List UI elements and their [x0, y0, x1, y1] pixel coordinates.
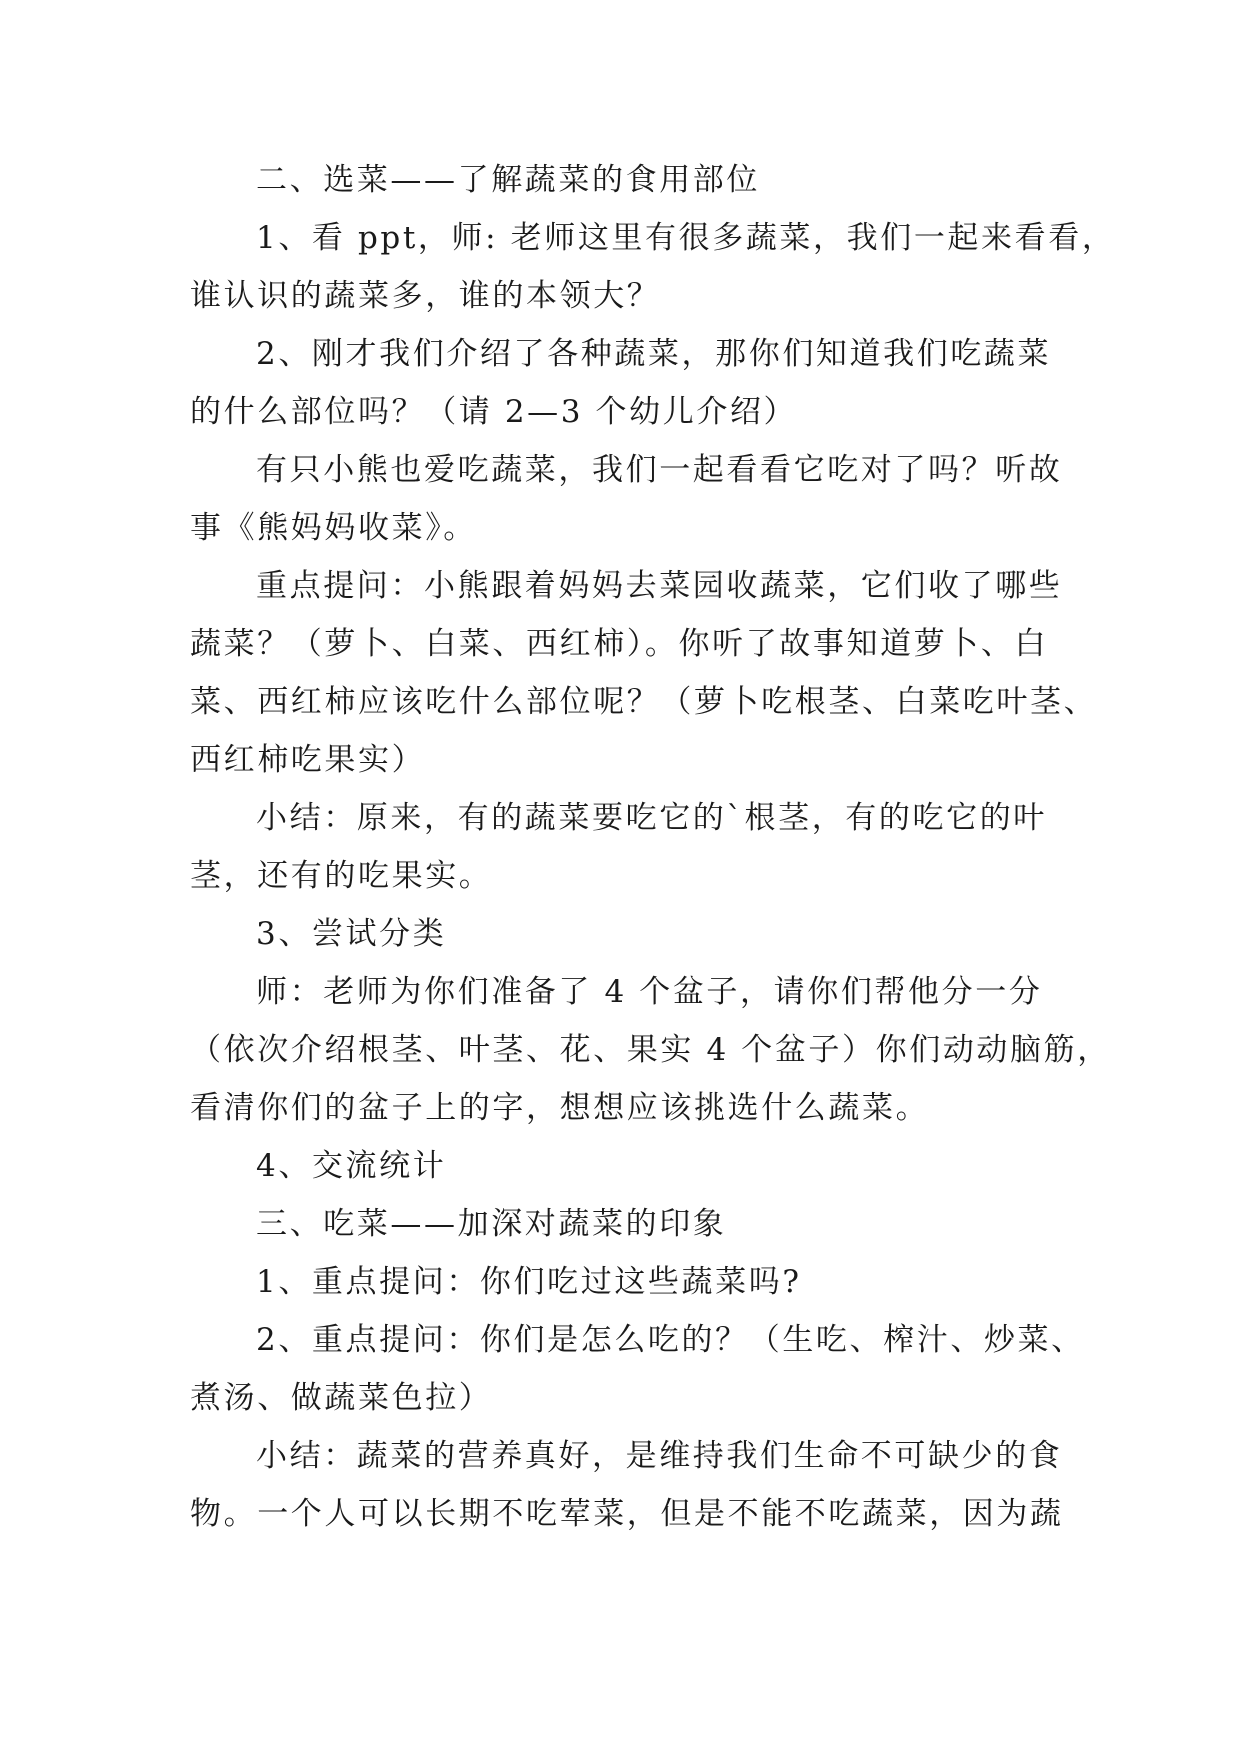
text-line: 茎，还有的吃果实。	[190, 858, 493, 894]
text-line: 谁认识的蔬菜多，谁的本领大？	[190, 278, 661, 314]
text-line: 小结：蔬菜的营养真好，是维持我们生命不可缺少的食	[256, 1438, 1063, 1474]
section-heading-select-vegetables: 二、选菜——了解蔬菜的食用部位	[256, 162, 760, 198]
text-line: 菜、西红柿应该吃什么部位呢？（萝卜吃根茎、白菜吃叶茎、	[190, 684, 1098, 720]
text-line: 1、重点提问：你们吃过这些蔬菜吗?	[256, 1264, 802, 1300]
text-line: 物。一个人可以长期不吃荤菜，但是不能不吃蔬菜，因为蔬	[190, 1496, 1064, 1532]
section-heading-eat-vegetables: 三、吃菜——加深对蔬菜的印象	[256, 1206, 727, 1242]
text-line: 的什么部位吗？（请 2—3 个幼儿介绍）	[190, 394, 798, 430]
text-line: 煮汤、做蔬菜色拉）	[190, 1380, 493, 1416]
text-line: 有只小熊也爱吃蔬菜，我们一起看看它吃对了吗？听故	[256, 452, 1063, 488]
text-line: 蔬菜？（萝卜、白菜、西红柿）。你听了故事知道萝卜、白	[190, 626, 1049, 662]
text-line: 2、刚才我们介绍了各种蔬菜，那你们知道我们吃蔬菜	[256, 336, 1052, 372]
text-line: 小结：原来，有的蔬菜要吃它的`根茎，有的吃它的叶	[256, 800, 1047, 836]
text-line: 重点提问：小熊跟着妈妈去菜园收蔬菜，它们收了哪些	[256, 568, 1063, 604]
text-line: 3、尝试分类	[256, 916, 447, 952]
text-line: 1、看 ppt，师: 老师这里有很多蔬菜，我们一起来看看，	[256, 220, 1116, 256]
text-line: 看清你们的盆子上的字，想想应该挑选什么蔬菜。	[190, 1090, 930, 1126]
text-line: 事《熊妈妈收菜》。	[190, 510, 477, 546]
text-line: 师：老师为你们准备了 4 个盆子，请你们帮他分一分	[256, 974, 1043, 1010]
text-line: （依次介绍根茎、叶茎、花、果实 4 个盆子）你们动动脑筋，	[190, 1032, 1111, 1068]
text-line: 4、交流统计	[256, 1148, 447, 1184]
text-line: 西红柿吃果实）	[190, 742, 426, 778]
text-line: 2、重点提问：你们是怎么吃的？（生吃、榨汁、炒菜、	[256, 1322, 1085, 1358]
